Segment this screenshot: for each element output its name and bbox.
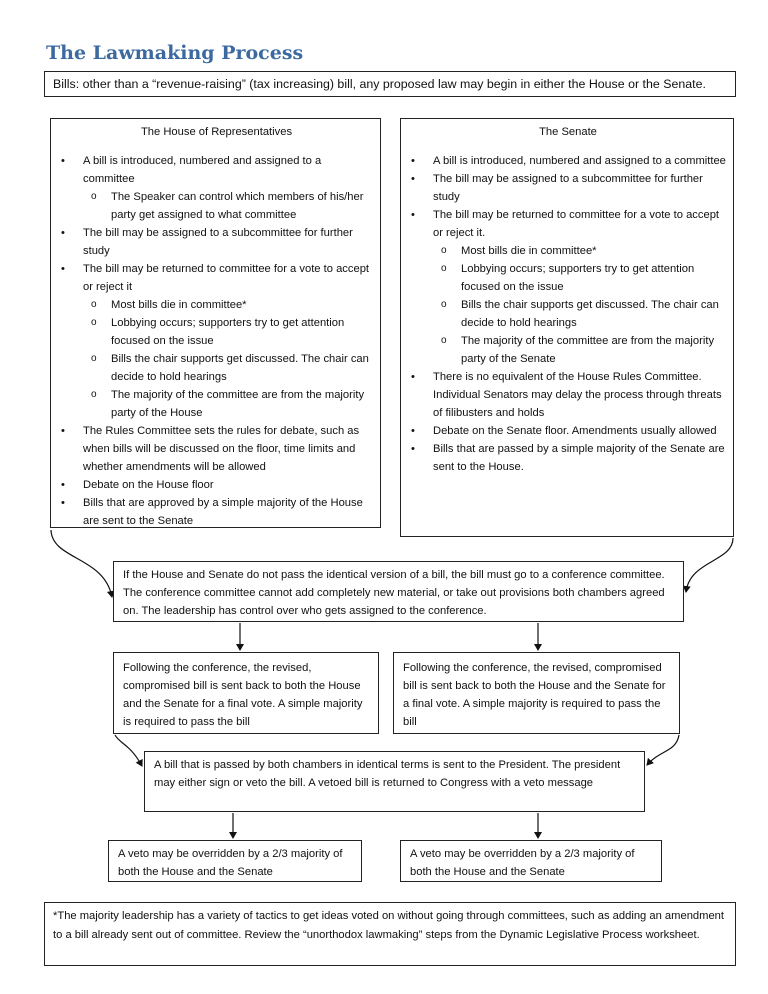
president-box: A bill that is passed by both chambers in identical terms is sent to the President. The president may either sign or veto the bill. A vetoed bill is returned to Congress with a veto message xyxy=(144,751,645,812)
right-to-president-arrow xyxy=(647,735,679,765)
final-vote-right-box: Following the conference, the revised, compromised bill is sent back to both the House and the Senate for a final vote. A simple majority is required to pass the bill xyxy=(393,652,680,734)
list-item: • Bills that are approved by a simple majority of the House are sent to the Senate xyxy=(59,494,374,530)
list-item: • The bill may be assigned to a subcommittee for further study xyxy=(409,170,727,206)
list-item: o The majority of the committee are from the majority party of the Senate xyxy=(433,332,727,368)
list-item: • Bills that are passed by a simple majority of the Senate are sent to the House. xyxy=(409,440,727,476)
list-item: • Debate on the House floor xyxy=(59,476,374,494)
list-item: o The Speaker can control which members of his/her party get assigned to what committee xyxy=(83,188,374,224)
list-item: o Most bills die in committee* xyxy=(433,242,727,260)
list-item: • A bill is introduced, numbered and assigned to a committee o The Speaker can control which members of his/her party get assigned to what committee xyxy=(59,152,374,224)
list-item: o Most bills die in committee* xyxy=(83,296,374,314)
list-item: o Lobbying occurs; supporters try to get attention focused on the issue xyxy=(433,260,727,296)
list-item: • The bill may be assigned to a subcommittee for further study xyxy=(59,224,374,260)
list-item: o Bills the chair supports get discussed. The chair can decide to hold hearings xyxy=(83,350,374,386)
senate-heading: The Senate xyxy=(539,126,597,138)
list-item: o Bills the chair supports get discussed. The chair can decide to hold hearings xyxy=(433,296,727,332)
veto-right-box: A veto may be overridden by a 2/3 majority of both the House and the Senate xyxy=(400,840,662,882)
list-item: • The bill may be returned to committee for a vote to accept or reject it o Most bills die in committee* o Lobbying occurs; supporters try to get attention focused on the issue o Bills the chair supports get discussed. The chair can decide to hold hearings o The majority of the committee are from the majority party of the House xyxy=(59,260,374,422)
list-item: o The majority of the committee are from the majority party of the House xyxy=(83,386,374,422)
list-item: • Debate on the Senate floor. Amendments usually allowed xyxy=(409,422,727,440)
left-to-president-arrow xyxy=(115,735,142,766)
intro-box: Bills: other than a “revenue-raising” (tax increasing) bill, any proposed law may begin in either the House or the Senate. xyxy=(44,71,736,97)
list-item: o Lobbying occurs; supporters try to get attention focused on the issue xyxy=(83,314,374,350)
list-item: • The bill may be returned to committee for a vote to accept or reject it. o Most bills die in committee* o Lobbying occurs; supporters try to get attention focused on the issue o Bills the chair supports get discussed. The chair can decide to hold hearings o The majority of the committee are from the majority party of the Senate xyxy=(409,206,727,368)
list-item: • A bill is introduced, numbered and assigned to a committee xyxy=(409,152,727,170)
conference-box: If the House and Senate do not pass the identical version of a bill, the bill must go to a conference committee. The conference committee cannot add completely new material, or take out provisions both chambers agreed on. The leadership has control over who gets assigned to the conference. xyxy=(113,561,684,622)
list-item: • The Rules Committee sets the rules for debate, such as when bills will be discussed on the floor, time limits and whether amendments will be allowed xyxy=(59,422,374,476)
page-title: The Lawmaking Process xyxy=(46,42,304,64)
house-to-conference-arrow xyxy=(51,530,112,597)
list-item: • There is no equivalent of the House Rules Committee. Individual Senators may delay the process through threats of filibusters and holds xyxy=(409,368,727,422)
footnote-box: *The majority leadership has a variety of tactics to get ideas voted on without going through committees, such as adding an amendment to a bill already sent out of committee. Review the “unorthodox lawmaking” steps from the Dynamic Legislative Process worksheet. xyxy=(44,902,736,966)
senate-to-conference-arrow xyxy=(686,538,733,592)
house-heading: The House of Representatives xyxy=(140,126,293,138)
veto-left-box: A veto may be overridden by a 2/3 majority of both the House and the Senate xyxy=(108,840,362,882)
final-vote-left-box: Following the conference, the revised, compromised bill is sent back to both the House and the Senate for a final vote. A simple majority is required to pass the bill xyxy=(113,652,379,734)
